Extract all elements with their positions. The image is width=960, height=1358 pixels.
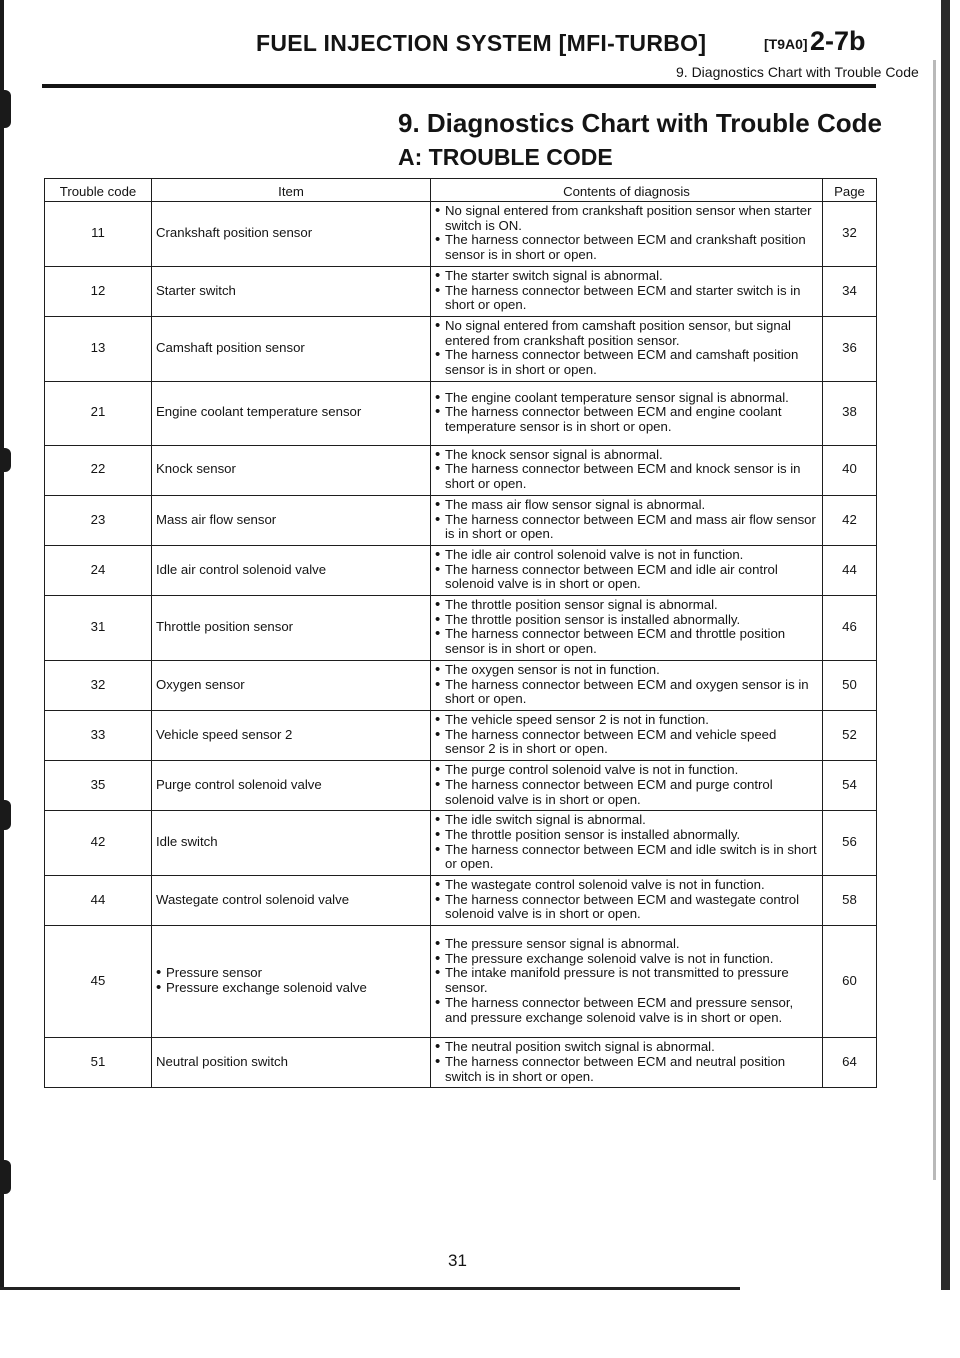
diagnosis-bullet: • The harness connector between ECM and idle switch is in short or open.	[435, 843, 818, 872]
trouble-code-table	[44, 178, 877, 1088]
cell-item	[152, 811, 431, 876]
table-row	[45, 316, 877, 381]
diagnosis-bullet: • The starter switch signal is abnormal.	[435, 269, 818, 284]
cell-contents	[431, 811, 823, 876]
diagnosis-bullet: • The oxygen sensor is not in function.	[435, 663, 818, 678]
cell-item	[152, 495, 431, 545]
cell-contents	[431, 926, 823, 1038]
table-row	[45, 811, 877, 876]
cell-page: 50	[823, 660, 877, 710]
cell-trouble-code: 33	[45, 710, 152, 760]
diagnosis-bullet: • The vehicle speed sensor 2 is not in function.	[435, 713, 818, 728]
diagnosis-bullet: • The harness connector between ECM and mass air flow sensor is in short or open.	[435, 513, 818, 542]
header-page-number: 2-7b	[810, 26, 866, 56]
cell-trouble-code: 21	[45, 381, 152, 445]
diagnosis-bullet: • The harness connector between ECM and neutral position switch is in short or open.	[435, 1055, 818, 1084]
cell-contents	[431, 495, 823, 545]
table-row	[45, 926, 877, 1038]
cell-trouble-code: 23	[45, 495, 152, 545]
diagnosis-bullet: • No signal entered from camshaft position sensor, but signal entered from crankshaft position sensor.	[435, 319, 818, 348]
diagnosis-bullet: • The purge control solenoid valve is not in function.	[435, 763, 818, 778]
header-trouble-code: Trouble code	[45, 179, 152, 202]
cell-contents	[431, 1038, 823, 1088]
item-text: Starter switch	[156, 282, 236, 298]
cell-item	[152, 1038, 431, 1088]
item-bullet: • Pressure exchange solenoid valve	[156, 981, 426, 996]
cell-contents	[431, 710, 823, 760]
cell-page: 60	[823, 926, 877, 1038]
cell-page: 44	[823, 545, 877, 595]
cell-page: 46	[823, 596, 877, 661]
diagnosis-bullet: • The wastegate control solenoid valve is not in function.	[435, 878, 818, 893]
item-text: Throttle position sensor	[156, 619, 294, 635]
cell-contents	[431, 596, 823, 661]
table-row	[45, 495, 877, 545]
cell-item	[152, 596, 431, 661]
cell-contents	[431, 381, 823, 445]
cell-trouble-code: 35	[45, 761, 152, 811]
item-bullet: • Pressure sensor	[156, 966, 426, 981]
cell-trouble-code: 42	[45, 811, 152, 876]
cell-page: 38	[823, 381, 877, 445]
item-text: Mass air flow sensor	[156, 511, 277, 527]
cell-trouble-code: 22	[45, 445, 152, 495]
section-subtitle: A: TROUBLE CODE	[398, 144, 613, 170]
diagnosis-bullet: • The harness connector between ECM and wastegate control solenoid valve is in short or open.	[435, 893, 818, 922]
cell-page: 42	[823, 495, 877, 545]
diagnosis-bullet: • The pressure sensor signal is abnormal.	[435, 937, 818, 952]
diagnosis-bullet: • The throttle position sensor signal is abnormal.	[435, 598, 818, 613]
section-title: 9. Diagnostics Chart with Trouble Code	[398, 108, 882, 138]
item-text: Camshaft position sensor	[156, 339, 305, 355]
table-row	[45, 202, 877, 267]
cell-page: 32	[823, 202, 877, 267]
table-row	[45, 445, 877, 495]
table-row	[45, 660, 877, 710]
diagnosis-bullet: • The throttle position sensor is installed abnormally.	[435, 828, 818, 843]
header-section-code: [T9A0]	[764, 36, 808, 52]
cell-page: 54	[823, 761, 877, 811]
cell-trouble-code: 45	[45, 926, 152, 1038]
item-text: Knock sensor	[156, 461, 236, 477]
diagnosis-bullet: • The harness connector between ECM and camshaft position sensor is in short or open.	[435, 348, 818, 377]
table-row	[45, 876, 877, 926]
cell-page: 34	[823, 266, 877, 316]
cell-contents	[431, 316, 823, 381]
diagnosis-bullet: • The mass air flow sensor signal is abnormal.	[435, 498, 818, 513]
header-title: FUEL INJECTION SYSTEM [MFI-TURBO]	[256, 30, 707, 56]
diagnosis-bullet: • The throttle position sensor is installed abnormally.	[435, 613, 818, 628]
diagnosis-bullet: • The harness connector between ECM and pressure sensor, and pressure exchange solenoid valve is in short or open.	[435, 996, 818, 1025]
cell-contents	[431, 545, 823, 595]
diagnosis-bullet: • The harness connector between ECM and engine coolant temperature sensor is in short or open.	[435, 405, 818, 434]
cell-page: 58	[823, 876, 877, 926]
diagnosis-bullet: • The harness connector between ECM and idle air control solenoid valve is in short or open.	[435, 563, 818, 592]
item-text: Purge control solenoid valve	[156, 776, 322, 792]
cell-trouble-code: 32	[45, 660, 152, 710]
cell-contents	[431, 445, 823, 495]
cell-item	[152, 710, 431, 760]
cell-item	[152, 545, 431, 595]
cell-page: 52	[823, 710, 877, 760]
diagnosis-bullet: • The neutral position switch signal is abnormal.	[435, 1040, 818, 1055]
diagnosis-bullet: • No signal entered from crankshaft position sensor when starter switch is ON.	[435, 204, 818, 233]
cell-item	[152, 316, 431, 381]
cell-page: 36	[823, 316, 877, 381]
item-text: Idle switch	[156, 834, 218, 850]
table-row	[45, 596, 877, 661]
item-text: Neutral position switch	[156, 1053, 288, 1069]
scan-edge-bottom	[0, 1287, 740, 1290]
cell-item	[152, 202, 431, 267]
diagnosis-bullet: • The harness connector between ECM and purge control solenoid valve is in short or open.	[435, 778, 818, 807]
cell-contents	[431, 266, 823, 316]
header-subtitle: 9. Diagnostics Chart with Trouble Code	[676, 64, 919, 80]
item-text: Crankshaft position sensor	[156, 225, 313, 241]
header-page: Page	[823, 179, 877, 202]
cell-trouble-code: 13	[45, 316, 152, 381]
cell-item	[152, 761, 431, 811]
cell-trouble-code: 51	[45, 1038, 152, 1088]
item-text: Idle air control solenoid valve	[156, 561, 327, 577]
item-text: Vehicle speed sensor 2	[156, 726, 293, 742]
scan-edge-right	[920, 0, 960, 1290]
diagnosis-bullet: • The harness connector between ECM and oxygen sensor is in short or open.	[435, 678, 818, 707]
diagnosis-bullet: • The engine coolant temperature sensor signal is abnormal.	[435, 391, 818, 406]
cell-item	[152, 266, 431, 316]
cell-page: 56	[823, 811, 877, 876]
cell-contents	[431, 761, 823, 811]
item-text: Engine coolant temperature sensor	[156, 404, 362, 420]
diagnosis-bullet: • The idle switch signal is abnormal.	[435, 813, 818, 828]
item-text: Oxygen sensor	[156, 676, 245, 692]
cell-trouble-code: 24	[45, 545, 152, 595]
table-row	[45, 1038, 877, 1088]
cell-page: 40	[823, 445, 877, 495]
scan-edge-left	[0, 0, 14, 1290]
diagnosis-bullet: • The harness connector between ECM and vehicle speed sensor 2 is in short or open.	[435, 728, 818, 757]
table-row	[45, 710, 877, 760]
diagnosis-bullet: • The pressure exchange solenoid valve is not in function.	[435, 952, 818, 967]
table-row	[45, 761, 877, 811]
table-row	[45, 266, 877, 316]
cell-item	[152, 660, 431, 710]
cell-trouble-code: 12	[45, 266, 152, 316]
table-header-row	[45, 179, 877, 202]
cell-item	[152, 445, 431, 495]
table-row	[45, 545, 877, 595]
diagnosis-bullet: • The intake manifold pressure is not transmitted to pressure sensor.	[435, 966, 818, 995]
cell-trouble-code: 11	[45, 202, 152, 267]
cell-trouble-code: 31	[45, 596, 152, 661]
diagnosis-bullet: • The harness connector between ECM and throttle position sensor is in short or open.	[435, 627, 818, 656]
item-text: Wastegate control solenoid valve	[156, 891, 350, 907]
cell-contents	[431, 202, 823, 267]
cell-page: 64	[823, 1038, 877, 1088]
cell-item	[152, 926, 431, 1038]
diagnosis-bullet: • The harness connector between ECM and crankshaft position sensor is in short or open.	[435, 233, 818, 262]
header-contents: Contents of diagnosis	[431, 179, 823, 202]
diagnosis-bullet: • The idle air control solenoid valve is not in function.	[435, 548, 818, 563]
footer-page-number: 31	[448, 1251, 467, 1270]
header-item: Item	[152, 179, 431, 202]
diagnosis-bullet: • The harness connector between ECM and knock sensor is in short or open.	[435, 462, 818, 491]
cell-contents	[431, 876, 823, 926]
cell-item	[152, 381, 431, 445]
cell-contents	[431, 660, 823, 710]
cell-item	[152, 876, 431, 926]
table-row	[45, 381, 877, 445]
diagnosis-bullet: • The harness connector between ECM and starter switch is in short or open.	[435, 284, 818, 313]
cell-trouble-code: 44	[45, 876, 152, 926]
diagnosis-bullet: • The knock sensor signal is abnormal.	[435, 448, 818, 463]
header-rule	[42, 84, 876, 88]
